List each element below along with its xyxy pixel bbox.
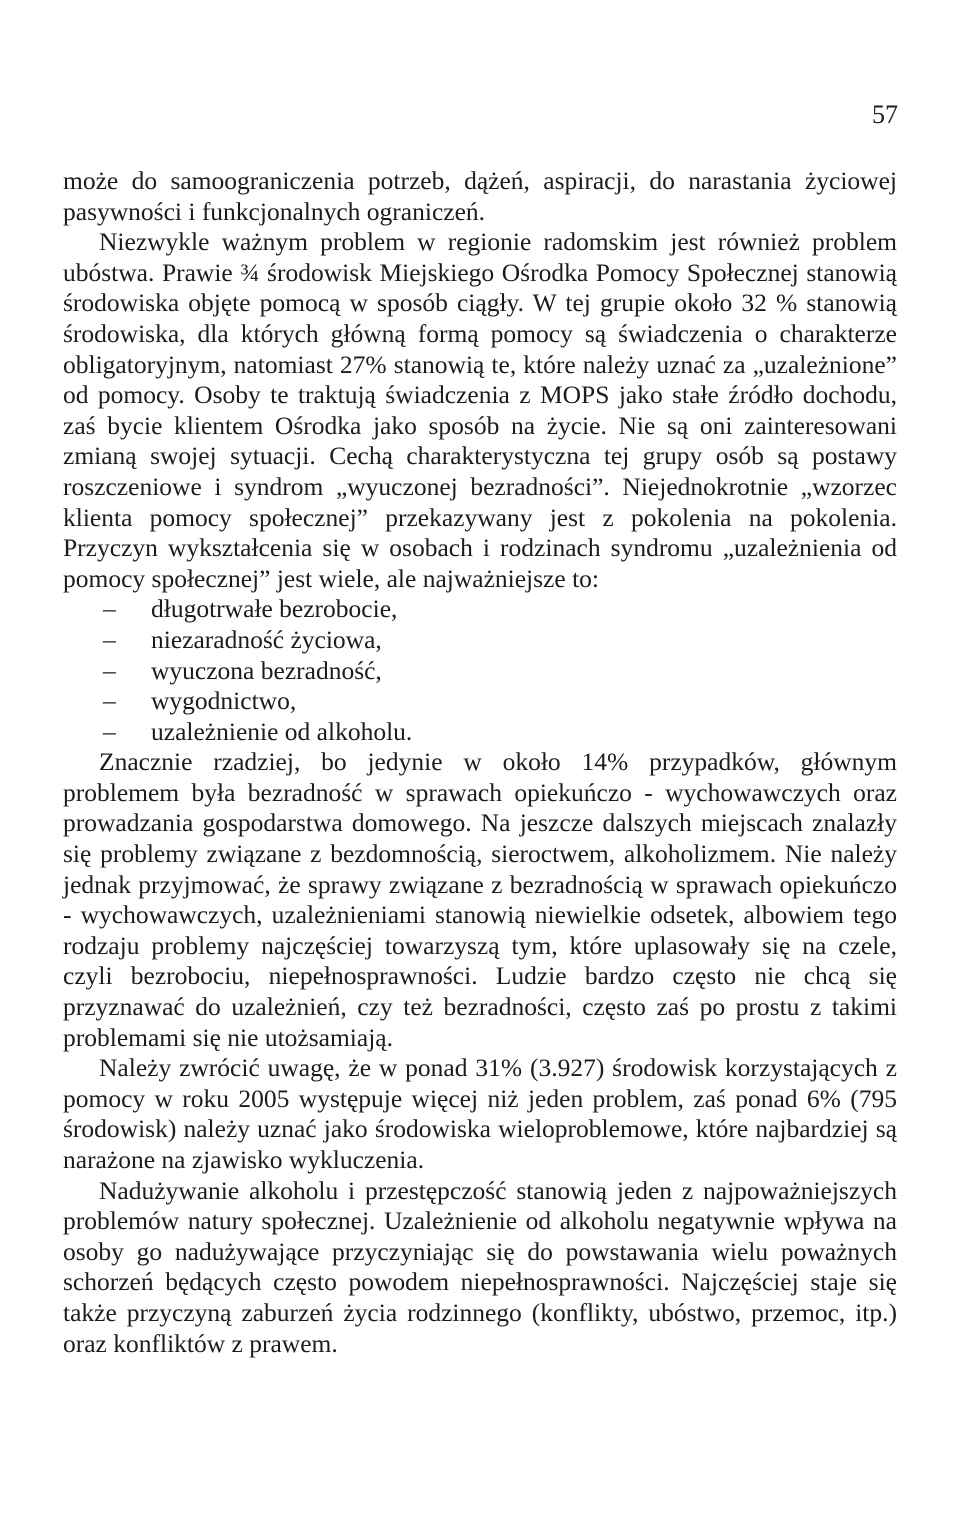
list-item-text: niezaradność życiowa, bbox=[151, 624, 382, 654]
list-item bbox=[63, 594, 897, 625]
paragraph-multiproblem: Należy zwrócić uwagę, że w ponad 31% (3.927) środowisk korzystających z pomocy w roku 2005 występuje więcej niż jeden problem, zaś ponad 6% (795 środowisk) należy uznać jako środowiska wieloproblemowe, które najbardziej są narażone na zjawisko wykluczenia. bbox=[63, 1053, 897, 1174]
paragraph-continuation: może do samoograniczenia potrzeb, dążeń, aspiracji, do narastania życiowej pasywności i funkcjonalnych ograniczeń. bbox=[63, 166, 897, 226]
page-body bbox=[63, 166, 897, 1359]
list-item-text: wygodnictwo, bbox=[151, 686, 297, 716]
list-item bbox=[63, 686, 897, 717]
dash-bullet: – bbox=[103, 594, 116, 624]
dash-bullet: – bbox=[103, 716, 116, 746]
page-number: 57 bbox=[872, 100, 898, 129]
list-item-text: długotrwałe bezrobocie, bbox=[151, 594, 398, 624]
paragraph-poverty: Niezwykle ważnym problem w regionie radomskim jest również problem ubóstwa. Prawie ¾ środowisk Miejskiego Ośrodka Pomocy Społecznej stanowią środowiska objęte pomocą w sposób ciągły. W tej grupie około 32 % stanowią środowiska, dla których główną formą pomocy są świadczenia o charakterze obligatoryjnym, natomiast 27% stanowią te, które należy uznać za „uzależnione” od pomocy. Osoby te traktują świadczenia z MOPS jako stałe źródło dochodu, zaś bycie klientem Ośrodka jako sposób na życie. Nie są oni zainteresowani zmianą swojej sytuacji. Cechą charakterystyczna tej grupy osób są postawy roszczeniowe i syndrom „wyuczonej bezradności”. Niejednokrotnie „wzorzec klienta pomocy społecznej” przekazywany jest z pokolenia na pokolenia. Przyczyn wykształcenia się w osobach i rodzinach syndromu „uzależnienia od pomocy społecznej” jest wiele, ale najważniejsze to: bbox=[63, 227, 897, 593]
dash-bullet: – bbox=[103, 686, 116, 716]
dash-bullet: – bbox=[103, 655, 116, 685]
paragraph-alcohol: Nadużywanie alkoholu i przestępczość stanowią jeden z najpoważniejszych problemów natury społecznej. Uzależnienie od alkoholu negatywnie wpływa na osoby go nadużywające przyczyniając się do powstawania wielu poważnych schorzeń będących często powodem niepełnosprawności. Najczęściej staje się także przyczyną zaburzeń życia rodzinnego (konflikty, ubóstwo, przemoc, itp.) oraz konfliktów z prawem. bbox=[63, 1175, 897, 1358]
list-item bbox=[63, 717, 897, 748]
list-item bbox=[63, 656, 897, 687]
list-item bbox=[63, 625, 897, 656]
causes-list bbox=[63, 594, 897, 747]
list-item-text: uzależnienie od alkoholu. bbox=[151, 716, 413, 746]
paragraph-helplessness: Znacznie rzadziej, bo jedynie w około 14% przypadków, głównym problemem była bezradność w sprawach opiekuńczo - wychowawczych oraz prowadzania gospodarstwa domowego. Na jeszcze dalszych miejscach znalazły się problemy związane z bezdomnością, sieroctwem, alkoholizmem. Nie należy jednak przyjmować, że sprawy związane z bezradnością w sprawach opiekuńczo - wychowawczych, uzależnieniami stanowią niewielkie odsetek, albowiem tego rodzaju problemy najczęściej towarzyszą tym, które uplasowały się na czele, czyli bezrobociu, niepełnosprawności. Ludzie bardzo często nie chcą się przyznawać do uzależnień, czy też bezradności, często zaś po prostu z takimi problemami się nie utożsamiają. bbox=[63, 747, 897, 1052]
dash-bullet: – bbox=[103, 624, 116, 654]
list-item-text: wyuczona bezradność, bbox=[151, 655, 382, 685]
